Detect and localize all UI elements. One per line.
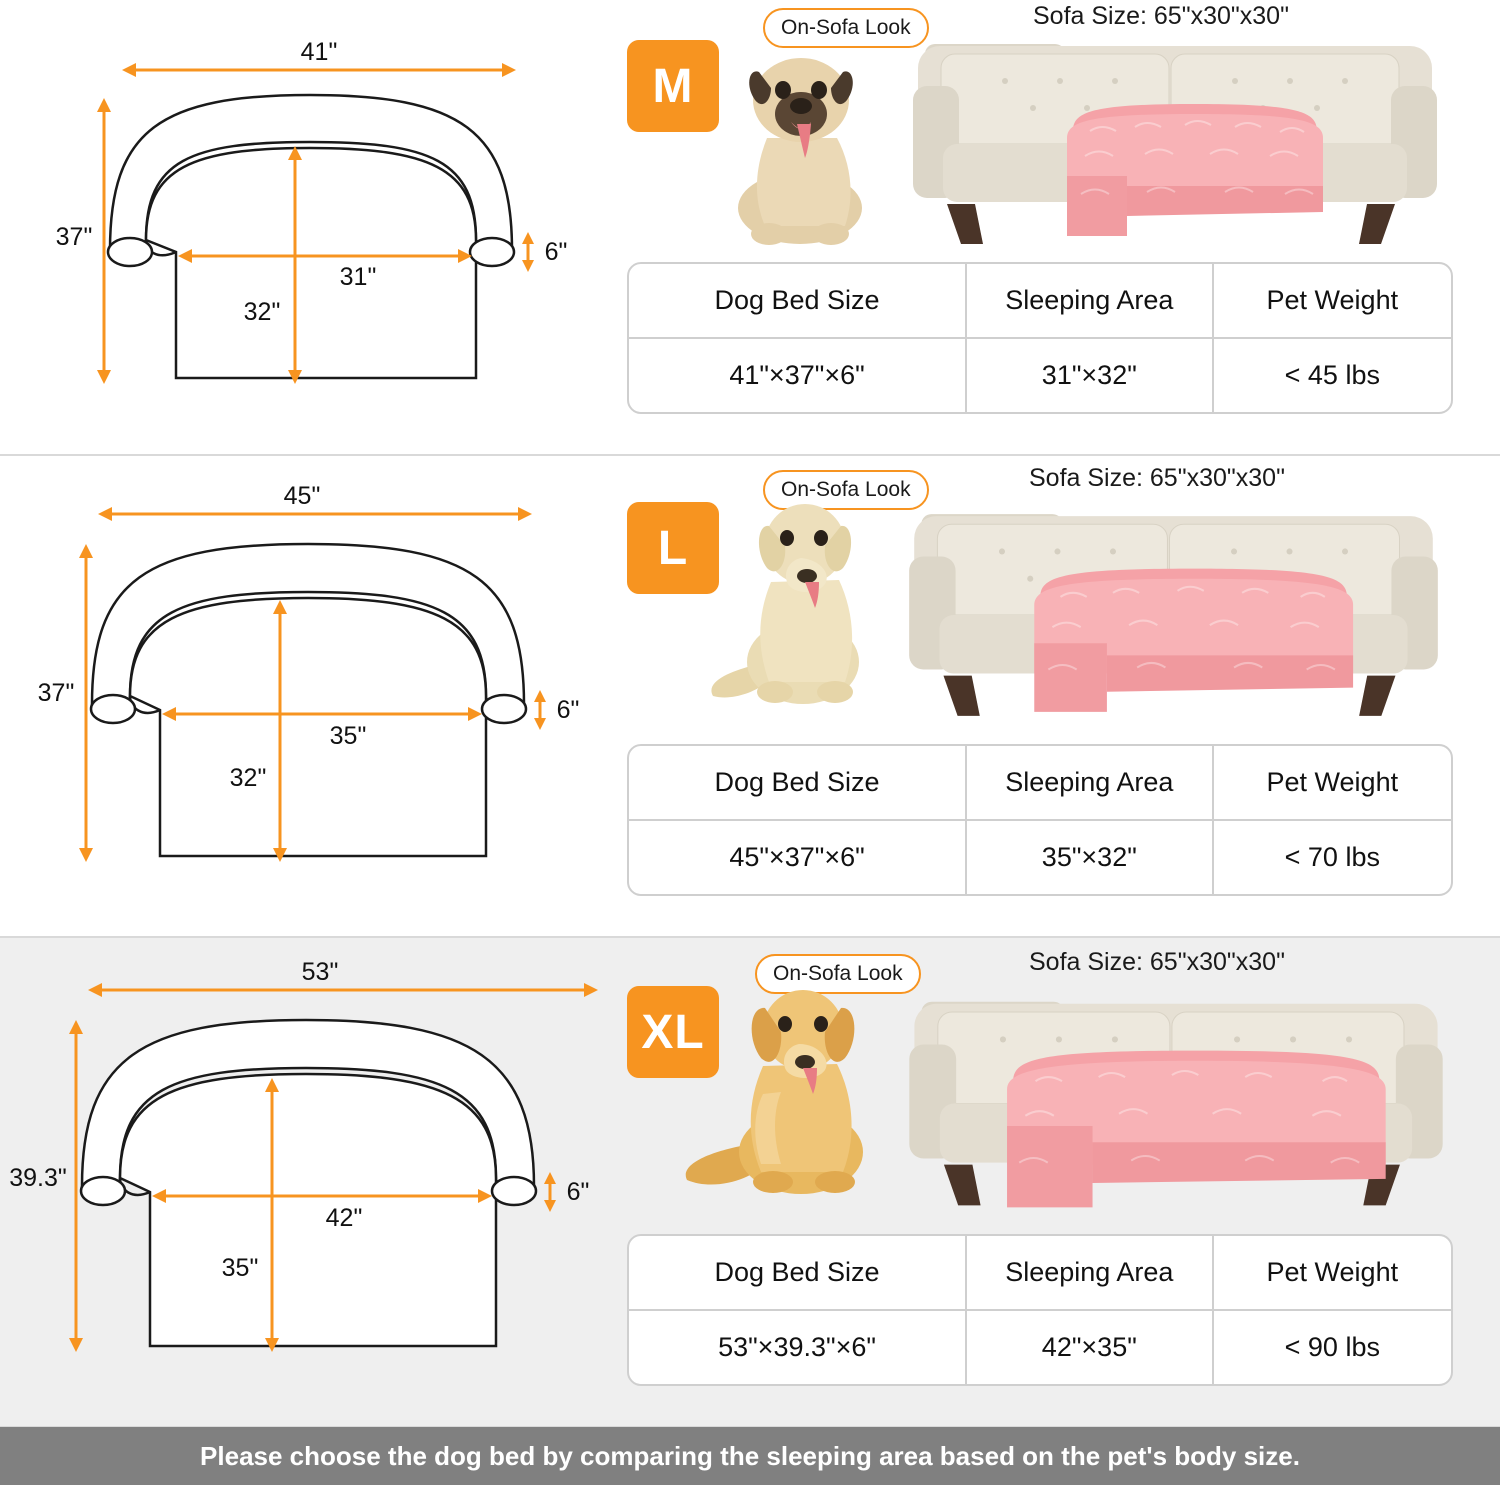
header-sleeping-area: Sleeping Area	[966, 1236, 1213, 1310]
dim-width-m: 41"	[300, 38, 338, 66]
dim-bolster-l: 6"	[556, 696, 580, 724]
table-header-row	[629, 1236, 1451, 1310]
dim-height-xl: 39.3"	[9, 1164, 67, 1192]
header-pet-weight: Pet Weight	[1213, 1236, 1451, 1310]
info-panel-l	[615, 456, 1500, 936]
on-sofa-look-tag-l: On-Sofa Look	[763, 470, 929, 510]
size-row-xl	[0, 938, 1500, 1428]
sofa-size-label-l: Sofa Size: 65"x30"x30"	[1029, 464, 1285, 492]
footer-note: Please choose the dog bed by comparing the sleeping area based on the pet's body size.	[0, 1427, 1500, 1485]
spec-table-l	[627, 744, 1453, 896]
header-bed-size: Dog Bed Size	[629, 264, 966, 338]
table-header-row	[629, 264, 1451, 338]
spec-table-m	[627, 262, 1453, 414]
dim-width-xl: 53"	[301, 958, 339, 986]
header-sleeping-area: Sleeping Area	[966, 746, 1213, 820]
size-row-m	[0, 0, 1500, 456]
dim-bolster-xl: 6"	[566, 1178, 590, 1206]
dim-height-l: 37"	[37, 679, 75, 707]
value-pet-weight: < 45 lbs	[1284, 360, 1380, 390]
sofa-size-label-m: Sofa Size: 65"x30"x30"	[1033, 2, 1289, 30]
on-sofa-look-tag-xl: On-Sofa Look	[755, 954, 921, 994]
diagram-panel-l	[0, 456, 615, 936]
dim-height-m: 37"	[55, 223, 93, 251]
sofa-with-pink-bed-m	[895, 26, 1455, 256]
bed-dimension-diagram-xl	[0, 938, 615, 1428]
dim-inner-width-m: 31"	[339, 263, 377, 291]
table-header-row	[629, 746, 1451, 820]
size-badge-l: L	[627, 502, 719, 594]
labrador-dog-image-l	[695, 486, 895, 716]
spec-table-xl	[627, 1234, 1453, 1386]
sofa-size-label-xl: Sofa Size: 65"x30"x30"	[1029, 948, 1285, 976]
table-row	[629, 1310, 1451, 1384]
dim-bolster-m: 6"	[544, 238, 568, 266]
dim-depth-m: 32"	[243, 298, 281, 326]
info-panel-xl	[615, 938, 1500, 1426]
size-row-l	[0, 456, 1500, 938]
table-row	[629, 338, 1451, 412]
sofa-with-pink-bed-xl	[891, 978, 1461, 1223]
diagram-panel-xl	[0, 938, 615, 1426]
table-row	[629, 820, 1451, 894]
golden-retriever-dog-image-xl	[677, 974, 907, 1206]
header-bed-size: Dog Bed Size	[629, 746, 966, 820]
bed-dimension-diagram-m	[0, 0, 615, 456]
sofa-with-pink-bed-l	[891, 492, 1456, 732]
value-pet-weight: < 70 lbs	[1284, 842, 1380, 872]
on-sofa-look-tag-m: On-Sofa Look	[763, 8, 929, 48]
size-badge-xl: XL	[627, 986, 719, 1078]
header-bed-size: Dog Bed Size	[629, 1236, 966, 1310]
value-sleeping-area: 42"×35"	[966, 1310, 1213, 1384]
value-bed-size: 41"×37"×6"	[629, 338, 966, 412]
value-sleeping-area: 35"×32"	[966, 820, 1213, 894]
dim-depth-xl: 35"	[221, 1254, 259, 1282]
value-bed-size: 45"×37"×6"	[629, 820, 966, 894]
header-sleeping-area: Sleeping Area	[966, 264, 1213, 338]
dim-inner-width-xl: 42"	[325, 1204, 363, 1232]
dim-depth-l: 32"	[229, 764, 267, 792]
dim-inner-width-l: 35"	[329, 722, 367, 750]
size-badge-m: M	[627, 40, 719, 132]
header-pet-weight: Pet Weight	[1213, 746, 1451, 820]
diagram-panel-m	[0, 0, 615, 454]
value-pet-weight: < 90 lbs	[1284, 1332, 1380, 1362]
value-sleeping-area: 31"×32"	[966, 338, 1213, 412]
header-pet-weight: Pet Weight	[1213, 264, 1451, 338]
pug-dog-image-m	[705, 38, 895, 248]
info-panel-m	[615, 0, 1500, 454]
dim-width-l: 45"	[283, 482, 321, 510]
value-bed-size: 53"×39.3"×6"	[629, 1310, 966, 1384]
bed-dimension-diagram-l	[0, 456, 615, 938]
